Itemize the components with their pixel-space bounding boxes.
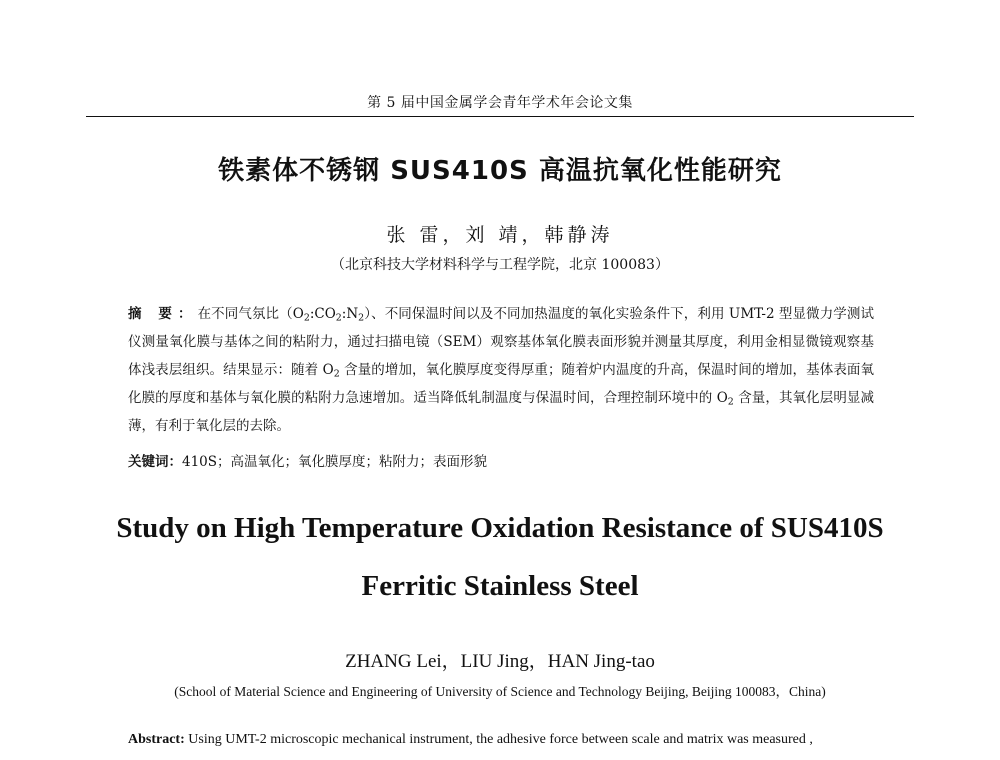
- english-authors: ZHANG Lei，LIU Jing，HAN Jing-tao: [345, 651, 655, 672]
- chinese-keywords-label: 关键词：: [128, 454, 182, 470]
- chinese-keywords-text: 410S；高温氧化；氧化膜厚度；粘附力；表面形貌: [182, 454, 488, 470]
- chinese-authors: 张 雷，刘 靖，韩静涛: [386, 224, 614, 246]
- english-title-line-2: Ferritic Stainless Steel: [361, 570, 639, 602]
- english-title-line-1: Study on High Temperature Oxidation Resistance of SUS410S: [116, 512, 884, 544]
- header-rule: [86, 116, 914, 117]
- english-abstract: [128, 732, 888, 748]
- abstract-text: 含量的增加，氧化膜厚度变得厚重；随着炉内温度的升高，保温时间的增加，基体表面氧化膜的厚度和基体与氧化膜的粘附力急速增加。适当降低轧制温度与保温时间，合理控制环境中的 O: [128, 362, 874, 406]
- chinese-abstract-label: 摘 要：: [128, 306, 198, 322]
- english-affiliation: (School of Material Science and Engineering of University of Science and Technology Beijing, Beijing 100083，China): [174, 684, 826, 699]
- subscript: 2: [358, 312, 365, 324]
- subscript: 2: [335, 312, 342, 324]
- chinese-keywords: [128, 448, 874, 476]
- subscript: 2: [333, 368, 340, 380]
- chinese-title: 铁素体不锈钢 SUS410S 高温抗氧化性能研究: [218, 156, 782, 186]
- english-abstract-text: Using UMT-2 microscopic mechanical instrument, the adhesive force between scale and matrix was measured ,: [184, 732, 813, 747]
- abstract-text: ）、不同保温时间以及不同加热温度的氧化实验条件下，利用 UMT-2 型显微力学测试仪测量氧化膜与基体之间的粘附力，通过扫描电镜（SEM）观察基体氧化膜表面形貌并测量其厚度，利用金相显微镜观察基体浅表层组织。结果显示：随着 O: [128, 306, 874, 378]
- chinese-abstract: [128, 300, 874, 440]
- subscript: 2: [727, 396, 734, 408]
- english-abstract-label: Abstract:: [128, 732, 185, 747]
- chinese-affiliation: （北京科技大学材料科学与工程学院，北京 100083）: [331, 257, 669, 273]
- abstract-text: :CO: [309, 306, 336, 322]
- abstract-text: 在不同气氛比（O: [197, 306, 304, 322]
- subscript: 2: [303, 312, 310, 324]
- running-header: 第 5 届中国金属学会青年学术年会论文集: [367, 95, 633, 111]
- abstract-text: 含量，其氧化层明显减薄，有利于氧化层的去除。: [128, 390, 874, 434]
- abstract-text: :N: [341, 306, 359, 322]
